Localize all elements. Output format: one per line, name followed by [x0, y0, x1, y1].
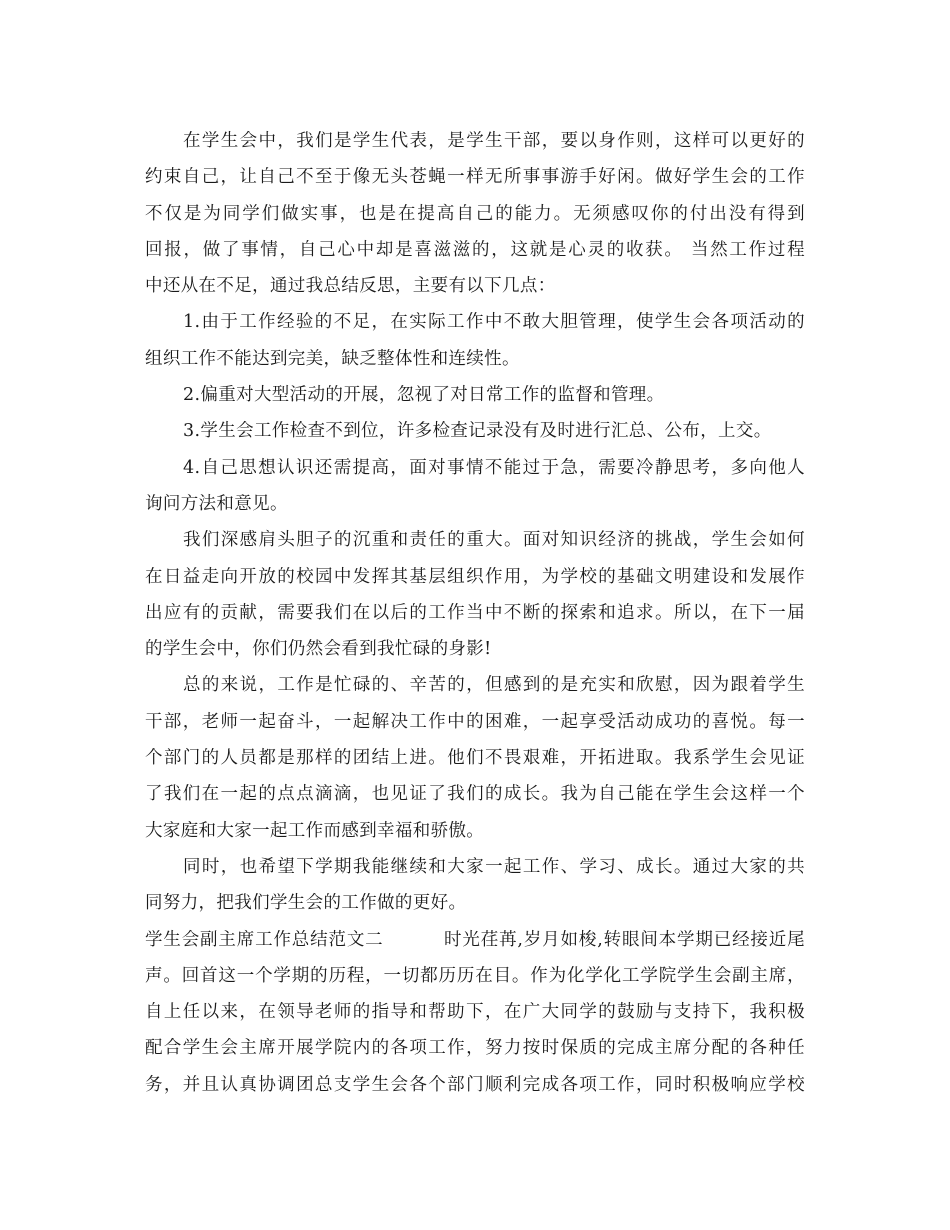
text-line: 的学生会中，你们仍然会看到我忙碌的身影! [145, 639, 492, 660]
text-line: 询问方法和意见。 [145, 493, 288, 514]
text-line: 4.自己思想认识还需提高，面对事情不能过于急，需要冷静思考，多向他人 [183, 457, 805, 478]
document-page [145, 123, 805, 1103]
document-body [145, 123, 805, 922]
text-line: 总的来说，工作是忙碌的、辛苦的，但感到的是充实和欣慰，因为跟着学生 [183, 675, 805, 696]
text-line: 回报，做了事情，自己心中却是喜滋滋的，这就是心灵的收获。 当然工作过程 [145, 239, 805, 260]
text-line: 我们深感肩头胆子的沉重和责任的重大。面对知识经济的挑战，学生会如何 [183, 530, 805, 551]
text-line: 出应有的贡献，需要我们在以后的工作当中不断的探索和追求。所以，在下一届 [145, 602, 805, 623]
text-line: 了我们在一起的点点滴滴，也见证了我们的成长。我为自己能在学生会这样一个 [145, 784, 805, 805]
text-line: 同时，也希望下学期我能继续和大家一起工作、学习、成长。通过大家的共 [183, 856, 805, 877]
text-line: 个部门的人员都是那样的团结上进。他们不畏艰难，开拓进取。我系学生会见证 [145, 748, 805, 769]
text-line: 组织工作不能达到完美，缺乏整体性和连续性。 [145, 348, 520, 369]
text-line: 3.学生会工作检查不到位，许多检查记录没有及时进行汇总、公布，上交。 [183, 421, 772, 442]
text-line: 务，并且认真协调团总支学生会各个部门顺利完成各项工作，同时积极响应学校 [145, 1074, 805, 1095]
text-line: 约束自己，让自己不至于像无头苍蝇一样无所事事游手好闲。做好学生会的工作 [145, 167, 805, 188]
text-line: 在日益走向开放的校园中发挥其基层组织作用，为学校的基础文明建设和发展作 [145, 566, 805, 587]
text-line: 配合学生会主席开展学院内的各项工作，努力按时保质的完成主席分配的各种任 [145, 1038, 805, 1059]
text-line: 声。回首这一个学期的历程，一切都历历在目。作为化学化工学院学生会副主席， [145, 965, 805, 986]
text-line: 在学生会中，我们是学生代表，是学生干部，要以身作则，这样可以更好的 [183, 131, 805, 151]
section-title-line [145, 922, 805, 958]
text-line: 自上任以来，在领导老师的指导和帮助下，在广大同学的鼓励与支持下，我积极 [145, 1002, 805, 1023]
section-title-continuation: 时光荏苒,岁月如梭,转眼间本学期已经接近尾 [443, 929, 805, 950]
text-line: 不仅是为同学们做实事，也是在提高自己的能力。无须感叹你的付出没有得到 [145, 203, 805, 224]
text-line: 1.由于工作经验的不足，在实际工作中不敢大胆管理，使学生会各项活动的 [183, 312, 805, 333]
text-line: 2.偏重对大型活动的开展，忽视了对日常工作的监督和管理。 [183, 385, 665, 406]
text-line: 大家庭和大家一起工作而感到幸福和骄傲。 [145, 820, 485, 841]
text-line: 中还从在不足，通过我总结反思，主要有以下几点： [145, 276, 556, 297]
section-title: 学生会副主席工作总结范文二 [145, 929, 384, 950]
text-line: 同努力，把我们学生会的工作做的更好。 [145, 893, 467, 914]
document-body-continued [145, 958, 805, 1103]
text-line: 干部，老师一起奋斗，一起解决工作中的困难，一起享受活动成功的喜悦。每一 [145, 711, 805, 732]
